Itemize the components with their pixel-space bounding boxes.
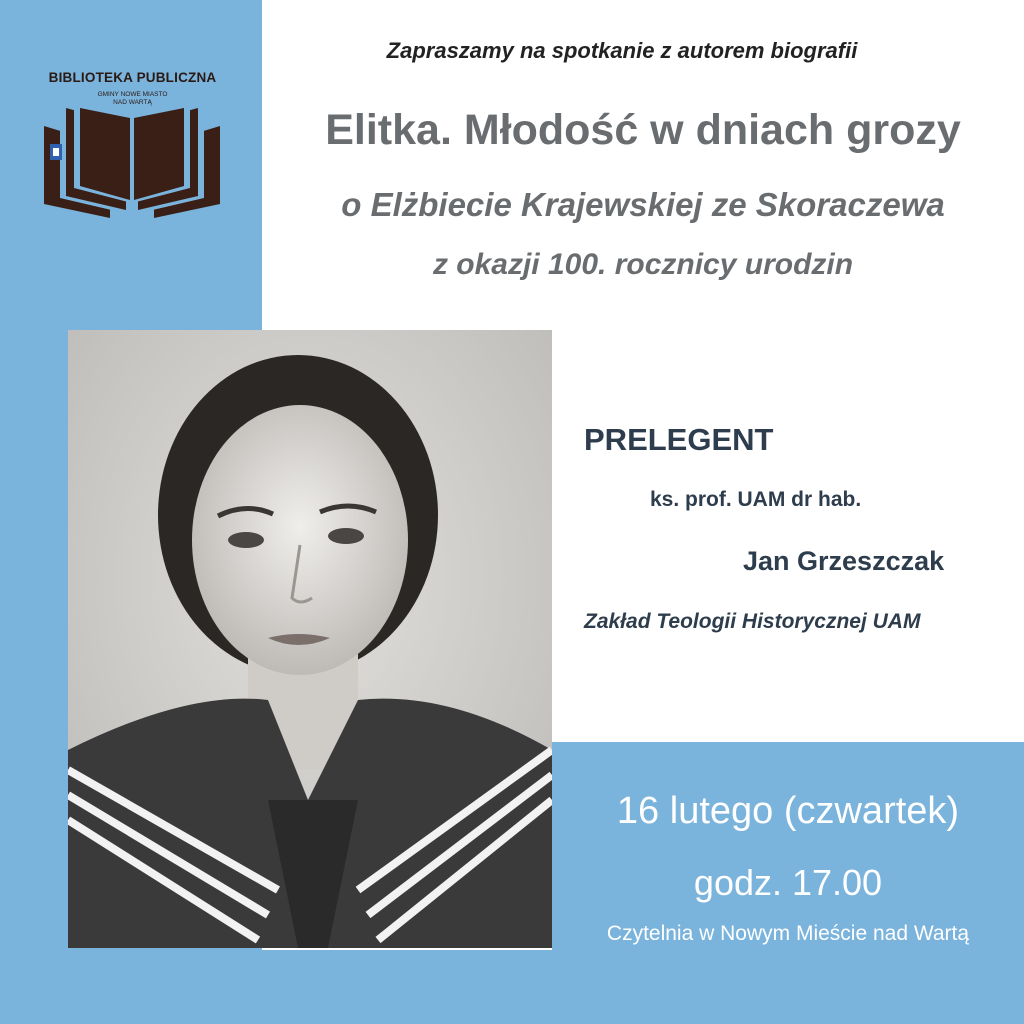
- event-place: Czytelnia w Nowym Mieście nad Wartą: [606, 922, 970, 945]
- library-logo: [30, 70, 235, 220]
- logo-line2: GMINY NOWE MIASTO: [97, 91, 168, 98]
- invite-line: Zapraszamy na spotkanie z autorem biografii: [386, 38, 858, 63]
- speaker-heading: PRELEGENT: [584, 422, 774, 457]
- event-subtitle: o Elżbiecie Krajewskiej ze Skoraczewa: [341, 186, 945, 223]
- event-title: Elitka. Młodość w dniach grozy: [325, 106, 961, 154]
- speaker-affiliation: Zakład Teologii Historycznej UAM: [584, 610, 921, 633]
- event-time: godz. 17.00: [693, 862, 883, 903]
- speaker-degree: ks. prof. UAM dr hab.: [650, 488, 862, 511]
- logo-line3: NAD WARTĄ: [113, 99, 152, 106]
- speaker-name: Jan Grzeszczak: [743, 546, 945, 576]
- open-books-logo-icon: [30, 108, 235, 220]
- portrait-illustration: [68, 330, 552, 948]
- portrait-photo: [68, 330, 552, 948]
- logo-line1: BIBLIOTEKA PUBLICZNA: [48, 70, 217, 85]
- event-occasion: z okazji 100. rocznicy urodzin: [432, 248, 854, 281]
- event-date: 16 lutego (czwartek): [616, 790, 960, 832]
